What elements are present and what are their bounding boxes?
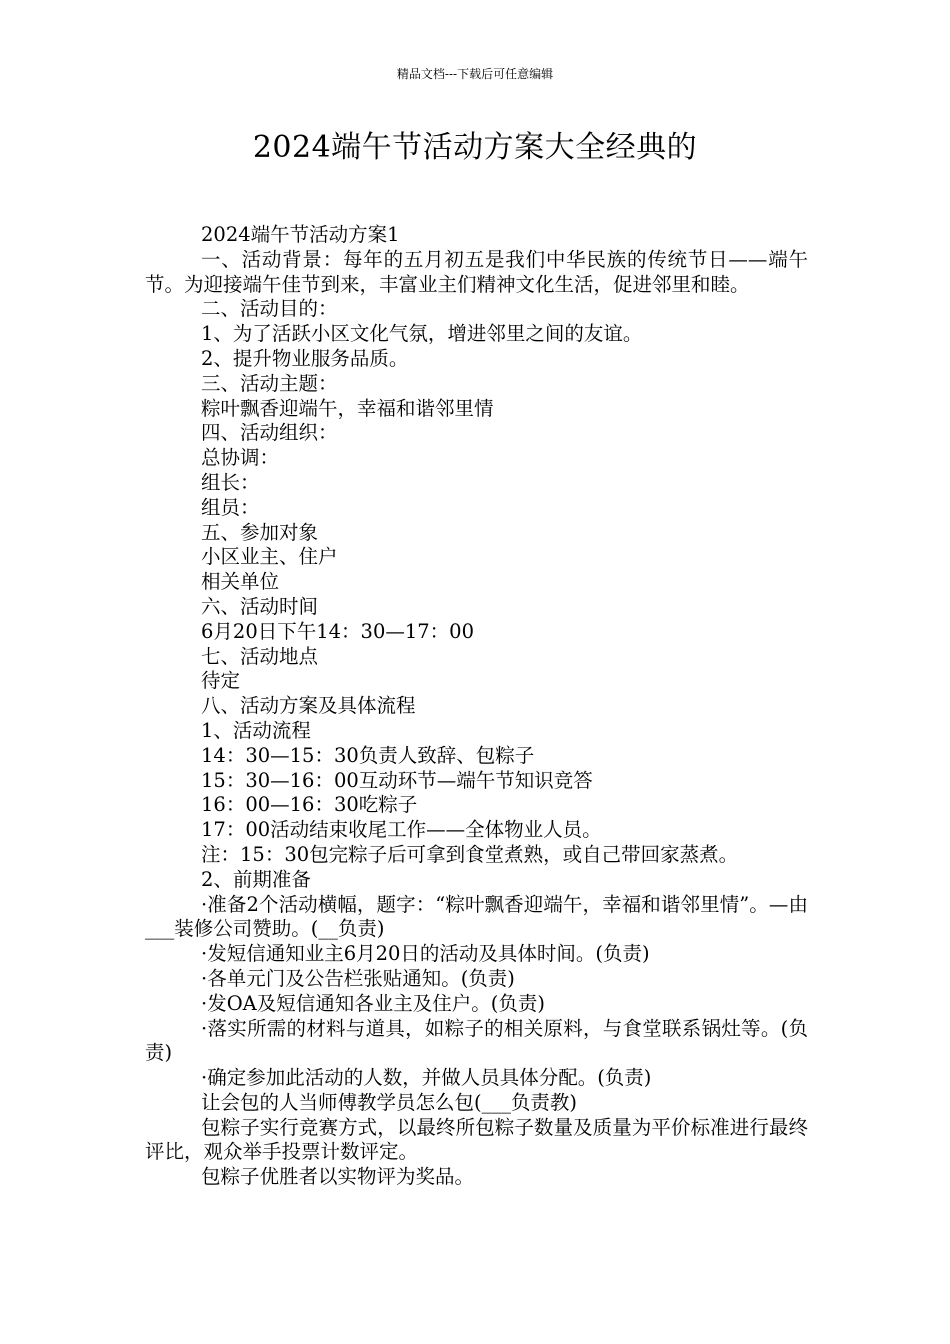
paragraph: 组长： <box>201 470 260 494</box>
paragraph: 包粽子优胜者以实物评为奖品。 <box>201 1165 475 1189</box>
paragraph: 2、提升物业服务品质。 <box>201 346 409 370</box>
paragraph: 6月20日下午14：30—17：00 <box>201 619 474 643</box>
paragraph: 八、活动方案及具体流程 <box>201 694 416 718</box>
paragraph: 2024端午节活动方案1 <box>201 223 400 246</box>
paragraph: ·准备2个活动横幅，题字：“粽叶飘香迎端午，幸福和谐邻里情”。—由___装修公司赞助。(__负责) <box>145 892 808 941</box>
paragraph: 五、参加对象 <box>201 520 319 544</box>
paragraph: 小区业主、住户 <box>201 545 338 569</box>
paragraph: 16：00—16：30吃粽子 <box>201 793 418 817</box>
paragraph: ·各单元门及公告栏张贴通知。(负责) <box>201 966 515 990</box>
paragraph: 四、活动组织： <box>201 421 338 445</box>
paragraph: ·确定参加此活动的人数，并做人员具体分配。(负责) <box>201 1066 652 1090</box>
paragraph: 注：15：30包完粽子后可拿到食堂煮熟，或自己带回家蒸煮。 <box>201 842 739 866</box>
paragraph: 粽叶飘香迎端午，幸福和谐邻里情 <box>201 396 494 420</box>
paragraph: 六、活动时间 <box>201 594 319 618</box>
paragraph: 14：30—15：30负责人致辞、包粽子 <box>201 743 535 767</box>
document-header: 精品文档---下载后可任意编辑 <box>396 67 554 81</box>
paragraph: 2、前期准备 <box>201 867 311 891</box>
paragraph: ·发短信通知业主6月20日的活动及具体时间。(负责) <box>201 942 650 966</box>
paragraph: 包粽子实行竞赛方式，以最终所包粽子数量及质量为平价标准进行最终评比，观众举手投票计数评定。 <box>145 1115 808 1164</box>
paragraph: 组员： <box>201 495 260 519</box>
paragraph: 15：30—16：00互动环节—端午节知识竞答 <box>201 768 593 792</box>
paragraph: 二、活动目的： <box>201 297 338 321</box>
paragraph: 一、活动背景：每年的五月初五是我们中华民族的传统节日——端午节。为迎接端午佳节到来，丰富业主们精神文化生活，促进邻里和睦。 <box>145 247 808 296</box>
paragraph: 让会包的人当师傅教学员怎么包(___负责教) <box>201 1090 577 1114</box>
paragraph: 总协调： <box>201 446 280 470</box>
paragraph: 1、为了活跃小区文化气氛，增进邻里之间的友谊。 <box>201 322 643 346</box>
document-body <box>145 223 808 1190</box>
paragraph: ·落实所需的材料与道具，如粽子的相关原料，与食堂联系锅灶等。(负责) <box>145 1016 808 1065</box>
paragraph: ·发OA及短信通知各业主及住户。(负责) <box>201 991 545 1015</box>
document-title: 2024端午节活动方案大全经典的 <box>252 130 698 165</box>
paragraph: 1、活动流程 <box>201 718 311 742</box>
paragraph: 17：00活动结束收尾工作——全体物业人员。 <box>201 818 602 842</box>
paragraph: 相关单位 <box>201 570 280 594</box>
paragraph: 待定 <box>201 669 241 693</box>
paragraph: 三、活动主题： <box>201 371 338 395</box>
paragraph: 七、活动地点 <box>201 644 319 668</box>
